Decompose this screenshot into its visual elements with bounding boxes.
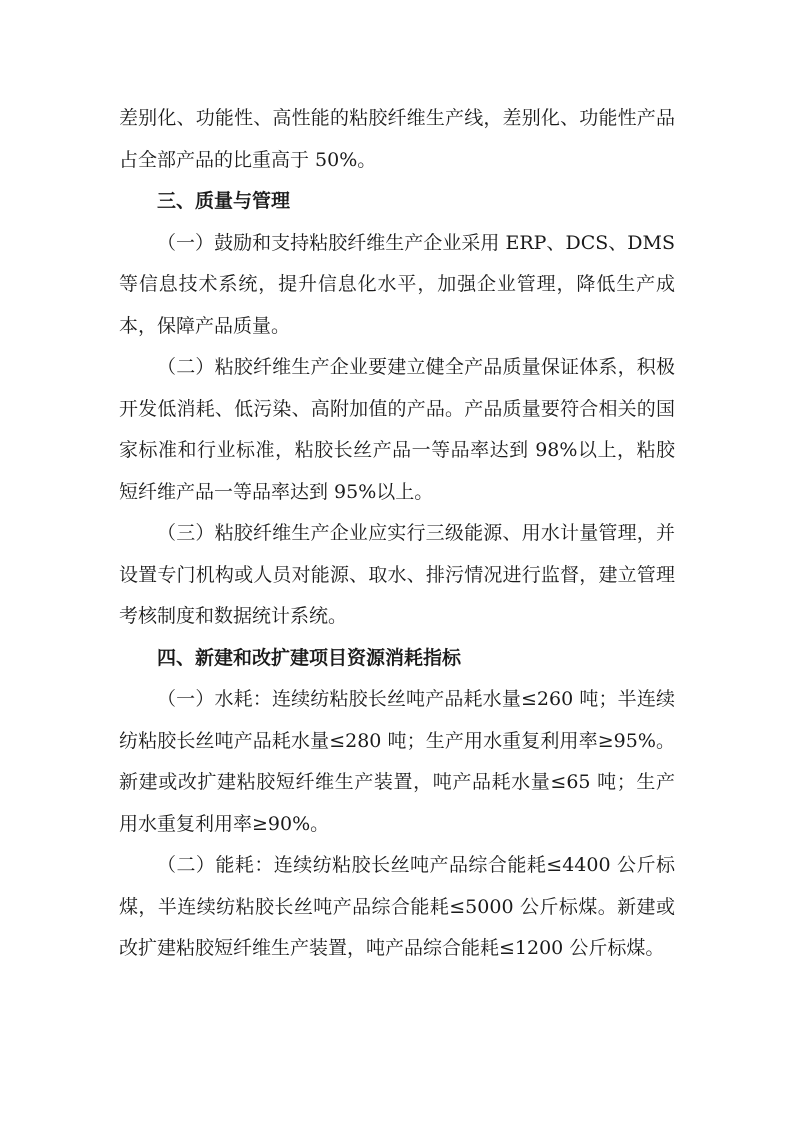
paragraph-quality-2: （二）粘胶纤维生产企业要建立健全产品质量保证体系，积极开发低消耗、低污染、高附加值的产品。产品质量要符合相关的国家标准和行业标准，粘胶长丝产品一等品率达到 98%以上，粘胶短纤维产品一等品率达到 95%以上。 <box>119 356 675 503</box>
section-heading-quality-management: 三、质量与管理 <box>157 190 291 212</box>
paragraph-energy-consumption: （二）能耗：连续纺粘胶长丝吨产品综合能耗≤4400 公斤标煤，半连续纺粘胶长丝吨产品综合能耗≤5000 公斤标煤。新建或改扩建粘胶短纤维生产装置，吨产品综合能耗≤1200 公斤标煤。 <box>119 854 675 959</box>
paragraph-continuation: 差别化、功能性、高性能的粘胶纤维生产线，差别化、功能性产品占全部产品的比重高于 50%。 <box>119 107 675 171</box>
paragraph-quality-3: （三）粘胶纤维生产企业应实行三级能源、用水计量管理，并设置专门机构或人员对能源、取水、排污情况进行监督，建立管理考核制度和数据统计系统。 <box>119 522 675 627</box>
document-body <box>119 98 675 970</box>
paragraph-water-consumption: （一）水耗：连续纺粘胶长丝吨产品耗水量≤260 吨；半连续纺粘胶长丝吨产品耗水量≤280 吨；生产用水重复利用率≥95%。新建或改扩建粘胶短纤维生产装置，吨产品耗水量≤65 吨；生产用水重复利用率≥90%。 <box>119 688 675 835</box>
paragraph-quality-1: （一）鼓励和支持粘胶纤维生产企业采用 ERP、DCS、DMS 等信息技术系统，提升信息化水平，加强企业管理，降低生产成本，保障产品质量。 <box>119 231 675 337</box>
section-heading-resource-consumption: 四、新建和改扩建项目资源消耗指标 <box>157 646 462 669</box>
